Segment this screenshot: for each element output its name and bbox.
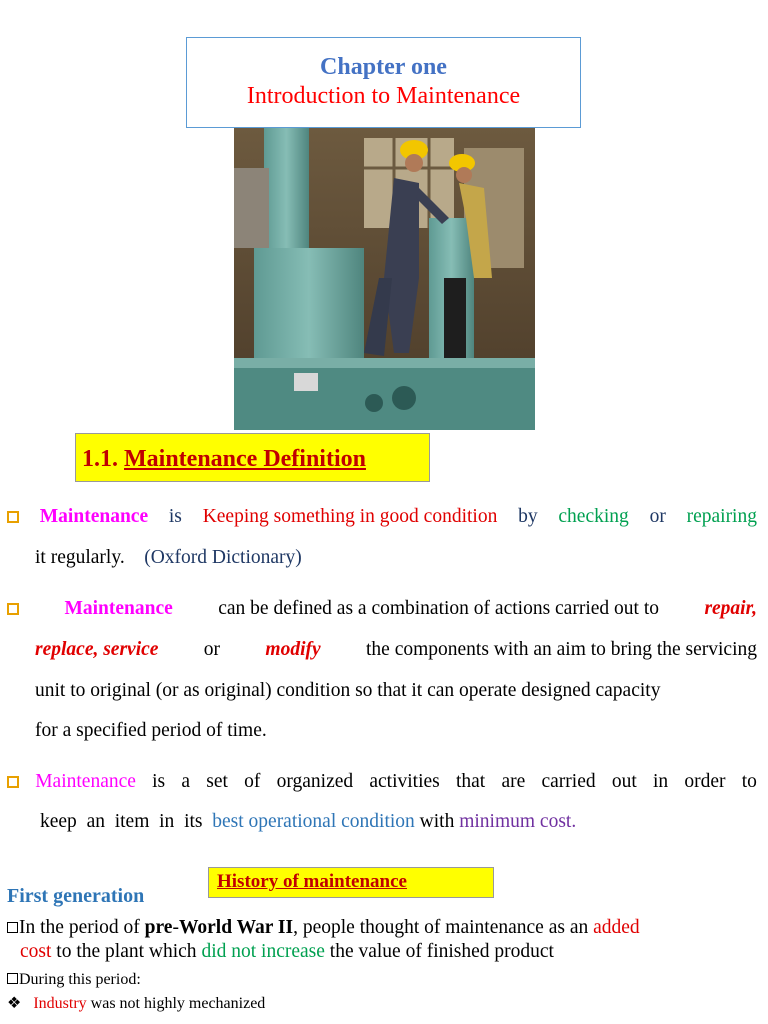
definition-2-or: or [203,639,221,660]
first-generation-heading: First generation [7,885,145,907]
checkbox-bullet-icon [7,973,18,984]
chapter-title-box [186,37,581,128]
definition-3-term: Maintenance [35,771,136,792]
history-pre: pre [144,917,173,938]
definition-1-phrase: Keeping something in good condition [202,506,498,527]
definition-2-line-3: unit to original (or as original) condition so that it can operate designed capacity [35,680,661,701]
definition-3-word: to [741,771,757,792]
bullet-icon [7,511,19,523]
definition-1-source: (Oxford Dictionary) [144,547,302,568]
definition-3-item: item [114,811,150,832]
bullet-icon [7,776,19,788]
section-number: 1.1. [82,446,118,472]
definition-1-term: Maintenance [39,506,149,527]
definition-1-by: by [518,506,538,527]
section-title: Maintenance Definition [124,446,366,472]
history-did-not-increase: did not increase [201,941,325,962]
definition-3-word: is [152,771,166,792]
definition-2-line-2 [35,630,757,670]
definition-3-period: . [571,811,577,832]
history-cost: cost [20,941,52,962]
definition-1-repairing: repairing [686,506,757,527]
history-heading: History of maintenance [208,867,494,898]
definition-3-best-condition: best operational condition [212,811,415,832]
definition-2-text: can be defined as a combination of actions carried out to [218,598,659,619]
definition-3-word: order [684,771,726,792]
history-text-2: , people thought of maintenance as an [293,917,589,938]
definition-2-line-4: for a specified period of time. [35,720,267,741]
history-paragraph-line-1 [7,916,640,940]
definition-1-or: or [649,506,666,527]
definition-1-is: is [168,506,182,527]
definition-3-in: in [159,811,175,832]
history-item-industry: Industry [33,995,87,1012]
chapter-number: Chapter one [320,54,447,80]
definition-3-word: carried [541,771,596,792]
definition-1-checking: checking [558,506,629,527]
definition-3-with: with [419,811,455,832]
history-text-3: to the plant which [51,941,202,962]
history-added: added [593,917,640,938]
definition-1-line-2 [35,538,302,578]
definition-3-word: are [501,771,526,792]
definition-1-line-1 [7,497,757,537]
definition-3-line-1 [7,762,757,802]
section-heading [75,433,430,482]
definition-2-term: Maintenance [64,598,173,619]
definition-3-word: set [206,771,228,792]
definition-3-minimum-cost: minimum cost [459,811,572,832]
bullet-icon [7,603,19,615]
history-text: In the period of [19,917,145,938]
definition-3-word: that [455,771,486,792]
definition-2-line-1 [7,589,757,629]
definition-3-keep: keep [40,811,77,832]
history-text-4: the value of finished product [324,941,554,962]
definition-3-an: an [86,811,105,832]
definition-3-word: in [652,771,669,792]
definition-1-text: it regularly. [35,547,125,568]
definition-3-word: out [611,771,637,792]
during-period-line [7,968,141,992]
definition-3-line-2 [40,802,576,842]
checkbox-bullet-icon [7,922,18,933]
diamond-bullet-icon: ❖ [7,995,22,1012]
history-ww2: World War II [178,917,294,938]
industrial-machinery-photo [234,128,535,430]
definition-3-word: activities [369,771,440,792]
during-period-text: During this period: [19,971,141,988]
history-dash: - [172,917,179,938]
definition-3-word: of [244,771,261,792]
definition-3-its: its [184,811,203,832]
definition-2-text-2: the components with an aim to bring the servicing [366,639,757,660]
definition-2-modify: modify [265,639,321,660]
history-item-text: was not highly mechanized [86,995,266,1012]
definition-3-word: a [181,771,191,792]
definition-2-replace-service: replace, service [35,639,159,660]
chapter-title: Introduction to Maintenance [246,83,521,109]
history-list-item [7,992,265,1016]
history-paragraph-line-2 [20,940,554,964]
definition-2-repair: repair, [704,598,757,619]
definition-3-word: organized [276,771,354,792]
